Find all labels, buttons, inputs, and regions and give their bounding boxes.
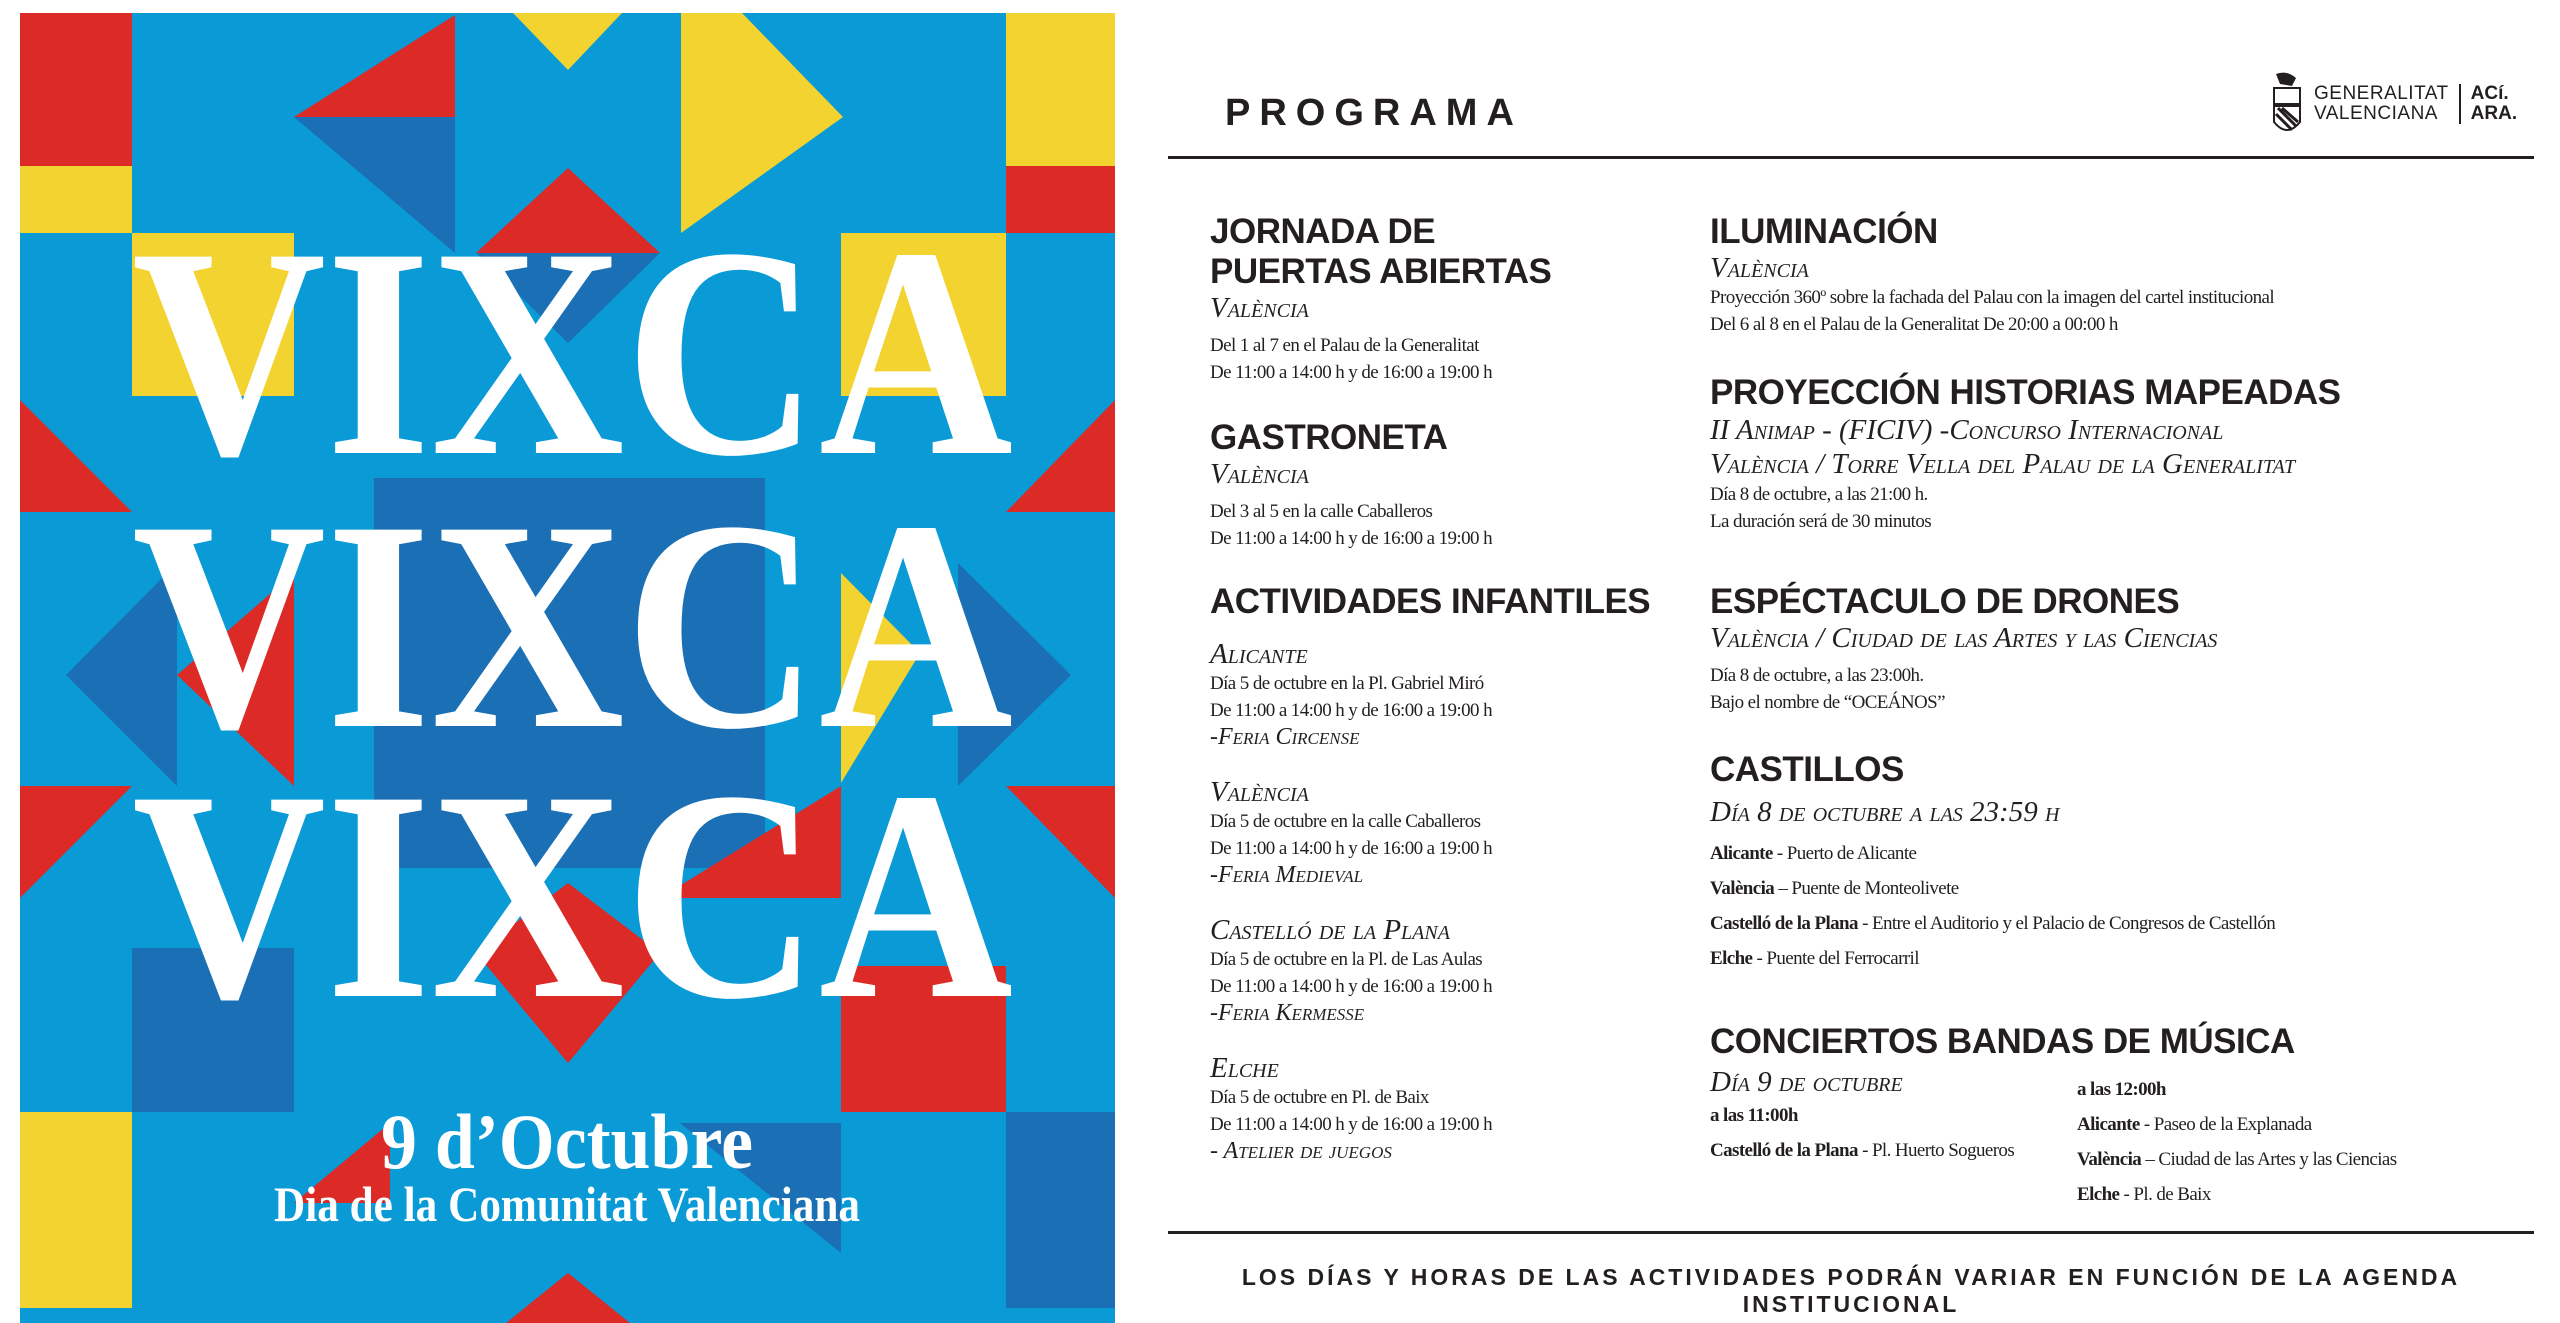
section-subtitle: II Animap - (FICIV) -Concurso Internacional [1710, 414, 2224, 446]
row-sep: - [2119, 1184, 2134, 1205]
row-sep: - [1857, 1140, 1872, 1161]
generalitat-logo [2270, 72, 2517, 136]
section-text: Del 6 al 8 en el Palau de la Generalitat De 20:00 a 00:00 h [1710, 314, 2118, 335]
time-label: a las 11:00h [1710, 1105, 1798, 1126]
headline-line-3: VIXCA [132, 729, 1013, 1061]
row-place: Entre el Auditorio y el Palacio de Congresos de Castellón [1871, 913, 2276, 934]
section-place: València / Ciudad de las Artes y las Ciencias [1710, 622, 2218, 654]
section-text: Día 8 de octubre, a las 21:00 h. [1710, 484, 1928, 505]
item-text: Día 5 de octubre en la Pl. Gabriel Miró [1210, 673, 1484, 694]
section-place: València [1210, 292, 1309, 324]
row-place: Pl. de Baix [2133, 1184, 2211, 1205]
row-city: Castelló de la Plana [1710, 1140, 1858, 1161]
castillos-row [1710, 941, 2275, 976]
footer-divider [1168, 1231, 2534, 1234]
row-sep: - [1772, 843, 1787, 864]
row-city: Elche [2077, 1184, 2120, 1205]
time-label: a las 12:00h [2077, 1079, 2166, 1100]
section-text: De 11:00 a 14:00 h y de 16:00 a 19:00 h [1210, 528, 1492, 549]
castillos-row [1710, 871, 2275, 906]
row-city: Elche [1710, 948, 1753, 969]
section-place: València / Torre Vella del Palau de la Generalitat [1710, 448, 2296, 480]
row-sep: – [2141, 1149, 2159, 1170]
infantiles-item [1210, 776, 1492, 888]
row-sep: - [1857, 913, 1872, 934]
section-text: La duración será de 30 minutos [1710, 511, 1932, 532]
concert-row [2077, 1107, 2397, 1142]
item-activity: -Feria Kermesse [1210, 1000, 1365, 1026]
section-title: CASTILLOS [1710, 750, 1904, 789]
row-city: Alicante [1710, 843, 1773, 864]
program-title: PROGRAMA [1225, 92, 1523, 134]
headline-line-2: VIXCA [132, 459, 1013, 791]
section-text: Día 8 de octubre, a las 23:00h. [1710, 665, 1924, 686]
item-activity: - Atelier de juegos [1210, 1138, 1392, 1164]
item-activity: -Feria Circense [1210, 724, 1360, 750]
item-text: De 11:00 a 14:00 h y de 16:00 a 19:00 h [1210, 700, 1492, 721]
item-activity: -Feria Medieval [1210, 862, 1364, 888]
concert-row [2077, 1177, 2397, 1212]
row-sep: – [1774, 878, 1792, 899]
row-city: València [2077, 1149, 2142, 1170]
logo-divider [2459, 84, 2461, 124]
section-gastroneta [1210, 418, 1492, 552]
header-divider [1168, 156, 2534, 159]
castillos-row [1710, 836, 2275, 871]
item-text: Día 5 de octubre en Pl. de Baix [1210, 1087, 1429, 1108]
item-text: De 11:00 a 14:00 h y de 16:00 a 19:00 h [1210, 838, 1492, 859]
row-place: Puente de Monteolivete [1791, 878, 1959, 899]
section-text: Del 1 al 7 en el Palau de la Generalitat [1210, 335, 1479, 356]
section-title: ACTIVIDADES INFANTILES [1210, 582, 1651, 621]
concert-row [2077, 1142, 2397, 1177]
section-iluminacion [1710, 212, 2274, 338]
section-text: De 11:00 a 14:00 h y de 16:00 a 19:00 h [1210, 362, 1492, 383]
item-place: València [1210, 776, 1309, 808]
item-text: Día 5 de octubre en la Pl. de Las Aulas [1210, 949, 1483, 970]
row-sep: - [2139, 1114, 2154, 1135]
row-place: Pl. Huerto Sogueros [1871, 1140, 2015, 1161]
section-drones [1710, 582, 2217, 716]
section-place: València [1210, 458, 1309, 490]
section-text: Bajo el nombre de “OCEÁNOS” [1710, 692, 1945, 713]
section-infantiles [1210, 582, 1650, 622]
concerts-noon [2077, 1072, 2397, 1212]
row-city: València [1710, 878, 1775, 899]
item-place: Alicante [1210, 638, 1308, 670]
section-title: PROYECCIÓN HISTORIAS MAPEADAS [1710, 373, 2341, 412]
section-jornada [1210, 212, 1551, 386]
item-place: Elche [1210, 1052, 1279, 1084]
logo-tag-2: ARA. [2470, 103, 2518, 124]
infantiles-item [1210, 638, 1492, 750]
footer-note: LOS DÍAS Y HORAS DE LAS ACTIVIDADES PODRÁN VARIAR EN FUNCIÓN DE LA AGENDA INSTITUCIONAL [1241, 1264, 2461, 1317]
logo-tag-1: ACí. [2470, 83, 2509, 104]
section-title: CONCIERTOS BANDAS DE MÚSICA [1710, 1022, 2295, 1061]
castillos-row [1710, 906, 2275, 941]
row-sep: - [1752, 948, 1767, 969]
section-date: Día 9 de octubre [1710, 1066, 1903, 1098]
infantiles-item [1210, 1052, 1492, 1164]
row-place: Puente del Ferrocarril [1766, 948, 1919, 969]
headline-line-1: VIXCA [132, 186, 1013, 518]
section-title: JORNADA DE [1210, 212, 1436, 251]
row-city: Castelló de la Plana [1710, 913, 1858, 934]
logo-line-1: GENERALITAT [2314, 83, 2449, 104]
poster-date: 9 d’Octubre [381, 1098, 753, 1185]
section-title: ILUMINACIÓN [1710, 212, 1938, 251]
section-title: ESPÉCTACULO DE DRONES [1710, 582, 2180, 621]
row-place: Puerto de Alicante [1786, 843, 1917, 864]
section-text: Del 3 al 5 en la calle Caballeros [1210, 501, 1433, 522]
section-castillos [1710, 750, 2275, 976]
row-place: Paseo de la Explanada [2153, 1114, 2312, 1135]
poster-subtitle: Dia de la Comunitat Valenciana [274, 1176, 860, 1232]
concert-time [2077, 1072, 2397, 1107]
section-place: València [1710, 252, 1809, 284]
section-title: PUERTAS ABIERTAS [1210, 252, 1552, 291]
row-place: Ciudad de las Artes y las Ciencias [2158, 1149, 2397, 1170]
logo-line-2: VALENCIANA [2314, 103, 2438, 124]
section-text: Proyección 360º sobre la fachada del Palau con la imagen del cartel institucional [1710, 287, 2275, 308]
item-text: Día 5 de octubre en la calle Caballeros [1210, 811, 1481, 832]
section-proyeccion [1710, 373, 2341, 535]
item-text: De 11:00 a 14:00 h y de 16:00 a 19:00 h [1210, 1114, 1492, 1135]
poster-artwork [20, 13, 1115, 1323]
coat-of-arms-icon [2270, 72, 2304, 136]
item-text: De 11:00 a 14:00 h y de 16:00 a 19:00 h [1210, 976, 1492, 997]
row-city: Alicante [2077, 1114, 2140, 1135]
section-date: Día 8 de octubre a las 23:59 h [1710, 796, 2060, 828]
item-place: Castelló de la Plana [1210, 914, 1450, 946]
section-title: GASTRONETA [1210, 418, 1448, 457]
infantiles-item [1210, 914, 1492, 1026]
